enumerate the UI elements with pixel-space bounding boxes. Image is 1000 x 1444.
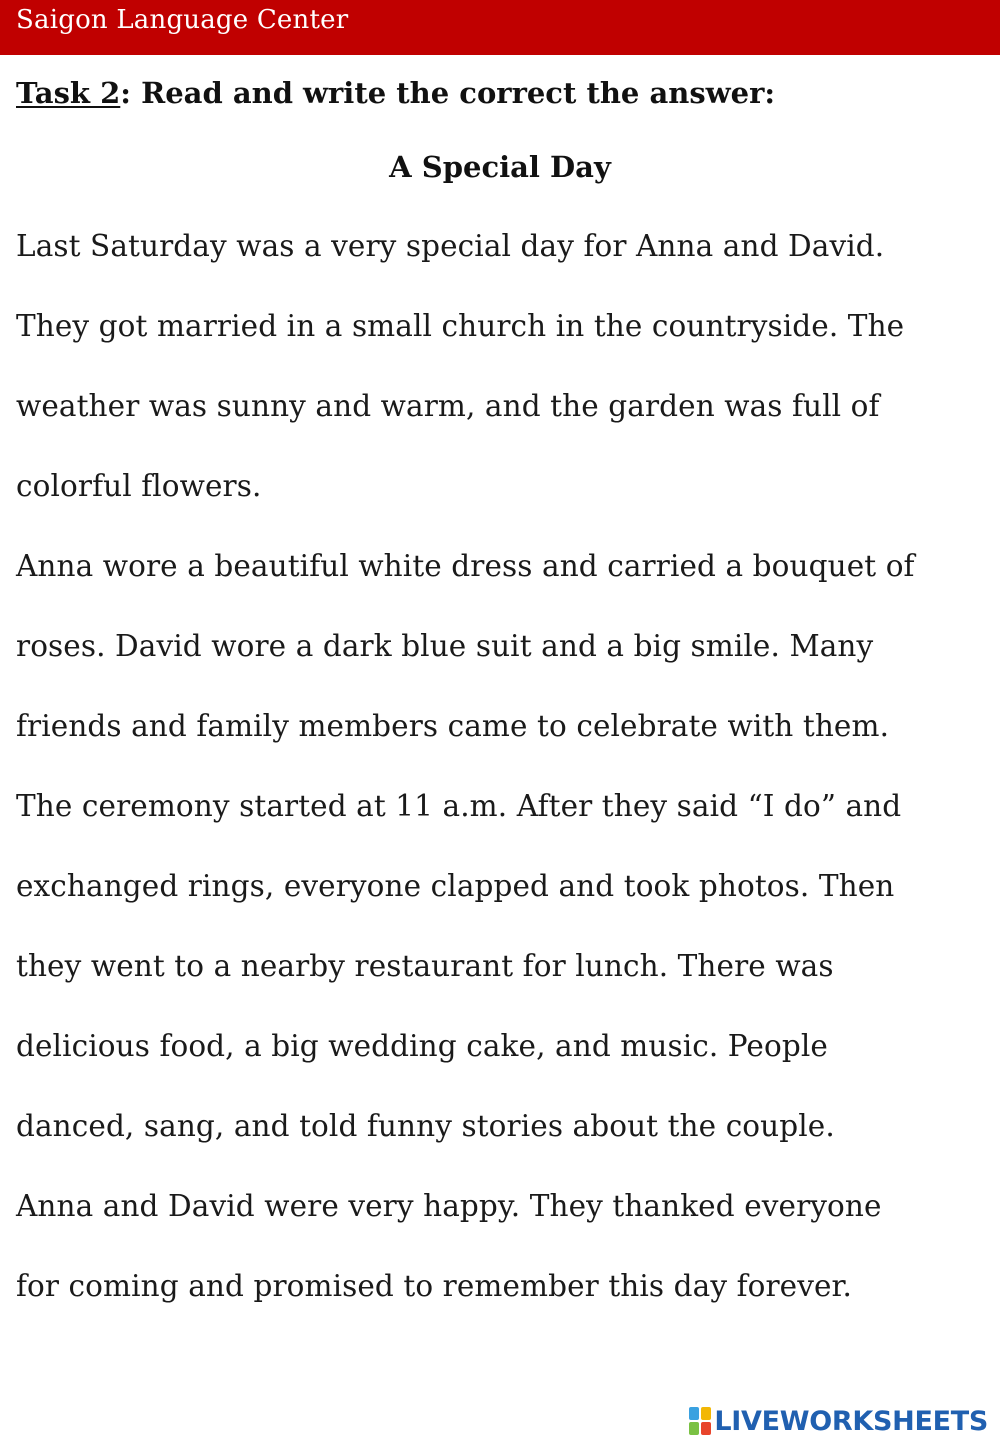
story-line: They got married in a small church in the countryside. The [16, 309, 905, 343]
story-line: Anna wore a beautiful white dress and carried a bouquet of [16, 549, 915, 583]
story-line: Last Saturday was a very special day for Anna and David. [16, 229, 885, 263]
story-line: roses. David wore a dark blue suit and a big smile. Many [16, 629, 874, 663]
liveworksheets-logo[interactable] [689, 1403, 988, 1439]
story-line: danced, sang, and told funny stories about the couple. [16, 1109, 835, 1143]
header-bar [0, 0, 1000, 55]
header-title: Saigon Language Center [16, 5, 349, 35]
story-title: A Special Day [389, 150, 611, 184]
story-line: colorful flowers. [16, 469, 262, 503]
task-label: Task 2 [16, 76, 121, 110]
logo-text: LIVEWORKSHEETS [714, 1405, 988, 1437]
story-line: delicious food, a big wedding cake, and music. People [16, 1029, 828, 1063]
liveworksheets-logo-icon [689, 1407, 711, 1435]
story-line: The ceremony started at 11 a.m. After they said “I do” and [16, 789, 902, 823]
story-line: Anna and David were very happy. They thanked everyone [16, 1189, 882, 1223]
story-line: for coming and promised to remember this day forever. [16, 1269, 852, 1303]
task-instruction [16, 76, 775, 110]
story-line: weather was sunny and warm, and the garden was full of [16, 389, 880, 423]
task-instruction-text: : Read and write the correct the answer: [120, 76, 776, 110]
story-line: friends and family members came to celebrate with them. [16, 709, 890, 743]
story-line: exchanged rings, everyone clapped and took photos. Then [16, 869, 895, 903]
story-line: they went to a nearby restaurant for lunch. There was [16, 949, 834, 983]
